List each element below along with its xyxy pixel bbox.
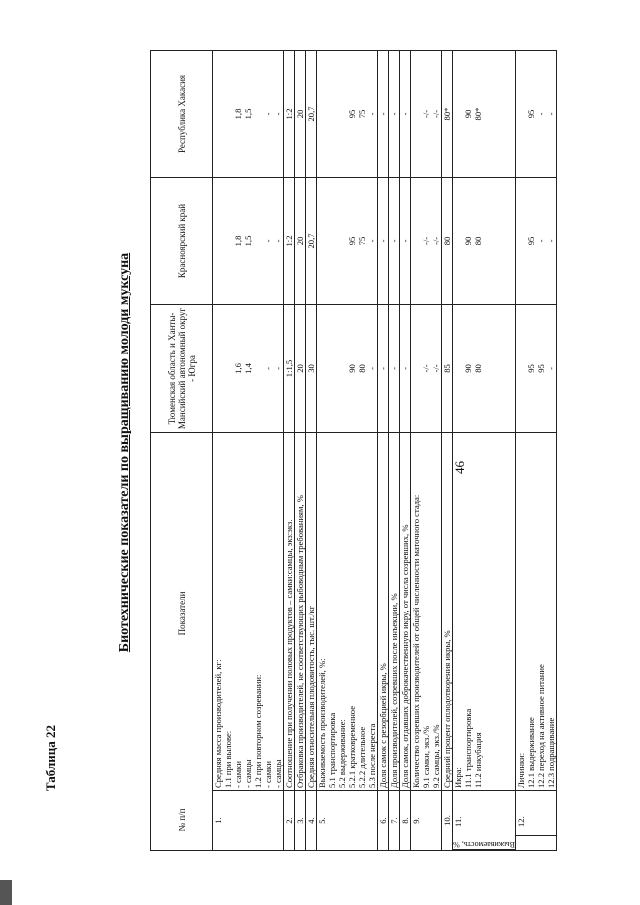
value-region-1: -/- -/- — [411, 304, 442, 432]
value-region-2: 90 80 — [453, 177, 516, 304]
value-region-2: 95 75 - — [317, 177, 378, 304]
page-number: 46 — [452, 461, 467, 474]
table-row — [317, 50, 378, 850]
table-row — [284, 50, 295, 850]
value-region-1: - — [400, 304, 411, 432]
row-indicator: Доля самок, отдавших доброкачественную икру, от числа созревших, % — [400, 432, 411, 790]
row-number: 9. — [411, 791, 442, 851]
value-region-3: - — [389, 50, 400, 177]
value-region-1: 85 — [442, 304, 453, 432]
value-region-3: 20,7 — [306, 50, 317, 177]
row-number: 7. — [389, 791, 400, 851]
header-region-2: Красноярский край — [151, 177, 213, 304]
value-region-3: -/- -/- — [411, 50, 442, 177]
value-region-3: 90 80* — [453, 50, 516, 177]
value-region-1: - — [389, 304, 400, 432]
row-indicator: Доля производителей, созревших после инъекции, % — [389, 432, 400, 790]
value-region-2: 80 — [442, 177, 453, 304]
table-row — [442, 50, 453, 850]
row-number: 12. — [516, 791, 557, 851]
value-region-3: 80* — [442, 50, 453, 177]
row-number: 5. — [317, 791, 378, 851]
value-region-2: - — [378, 177, 389, 304]
row-number: 1. — [213, 791, 284, 851]
value-region-1: 20 — [295, 304, 306, 432]
row-indicator: Соотношение при получении половых продуктов – самки:самцы, экз:экз. — [284, 432, 295, 790]
table-row — [411, 50, 442, 850]
row-indicator: Выживаемость производителей, %: 5.1 транспортировка 5.2 выдерживание: 5.2.1 кратковременное 5.2.2 длительное 5.3 после нереста — [317, 432, 378, 790]
value-region-1: 1,6 1,4 - - — [213, 304, 284, 432]
value-region-2: 20 — [295, 177, 306, 304]
value-region-2: 1:2 — [284, 177, 295, 304]
value-region-1: 30 — [306, 304, 317, 432]
value-region-1: 1:1,5 — [284, 304, 295, 432]
value-region-1: 90 80 - — [317, 304, 378, 432]
row-indicator: Икра: 11.1 транспортировка 11.2 инкубация — [453, 432, 516, 790]
value-region-1: 90 80 — [453, 304, 516, 432]
table-row — [453, 50, 516, 850]
value-region-1: 95 95 - — [516, 304, 557, 432]
table-row — [378, 50, 389, 850]
header-region-3: Республика Хакасия — [151, 50, 213, 177]
table-row — [306, 50, 317, 850]
header-num: № п/п Показатели — [151, 432, 213, 850]
value-region-3: 95 75 - — [317, 50, 378, 177]
value-region-2: - — [400, 177, 411, 304]
row-indicator: Личинки: 12.1 выдерживание 12.2 переход на активное питание 12.3 подращивание — [516, 432, 557, 790]
value-region-3: 95 - - — [516, 50, 557, 177]
row-number: 3. — [295, 791, 306, 851]
value-region-1: - — [378, 304, 389, 432]
table-row — [400, 50, 411, 850]
value-region-3: - — [400, 50, 411, 177]
row-number: 6. — [378, 791, 389, 851]
value-region-2: 95 - - — [516, 177, 557, 304]
header-indicator: Показатели — [176, 591, 187, 636]
value-region-3: 20 — [295, 50, 306, 177]
row-number: 10. — [442, 791, 453, 851]
value-region-3: 1,8 1,5 - - — [213, 50, 284, 177]
row-indicator: Отбраковка производителей, не соответствующих рыбоводным требованиям, % — [295, 432, 306, 790]
value-region-2: 1,8 1,5 - - — [213, 177, 284, 304]
document-title: Биотехнические показатели по выращиванию молоди муксуна — [117, 252, 132, 653]
table-row — [516, 50, 557, 850]
row-number: 8. — [400, 791, 411, 851]
row-indicator: Доля самок с резорбцией икры, % — [378, 432, 389, 790]
table-row — [295, 50, 306, 850]
row-number: 4. — [306, 791, 317, 851]
value-region-3: - — [378, 50, 389, 177]
value-region-2: - — [389, 177, 400, 304]
value-region-3: 1:2 — [284, 50, 295, 177]
table-row — [213, 50, 284, 850]
row-indicator: Средний процент оплодотворения икры, % — [442, 432, 453, 790]
survival-group-label: Выживаемость, % — [453, 835, 515, 850]
row-number: Выживаемость, % 11. — [453, 791, 516, 851]
value-region-2: -/- -/- — [411, 177, 442, 304]
indicators-table — [150, 50, 557, 851]
table-label: Таблица 22 — [43, 725, 58, 792]
row-indicator: Количество созревших производителей от общей численности маточного стада: 9.1 самки, экз./% 9.2 самцы, экз./% — [411, 432, 442, 790]
header-region-1: Тюменская область и Ханты-Мансийский автономный округ - Югра — [151, 304, 213, 432]
value-region-2: 20,7 — [306, 177, 317, 304]
row-indicator: Средняя масса производителей, кг: 1.1 при вылове: - самки - самцы 1.2 при повторном созревании: - самки - самцы — [213, 432, 284, 790]
row-number: 2. — [284, 791, 295, 851]
survival-group-label-cont — [516, 835, 556, 850]
row-indicator: Средняя относительная плодовитость, тыс. шт./кг — [306, 432, 317, 790]
table-row — [389, 50, 400, 850]
